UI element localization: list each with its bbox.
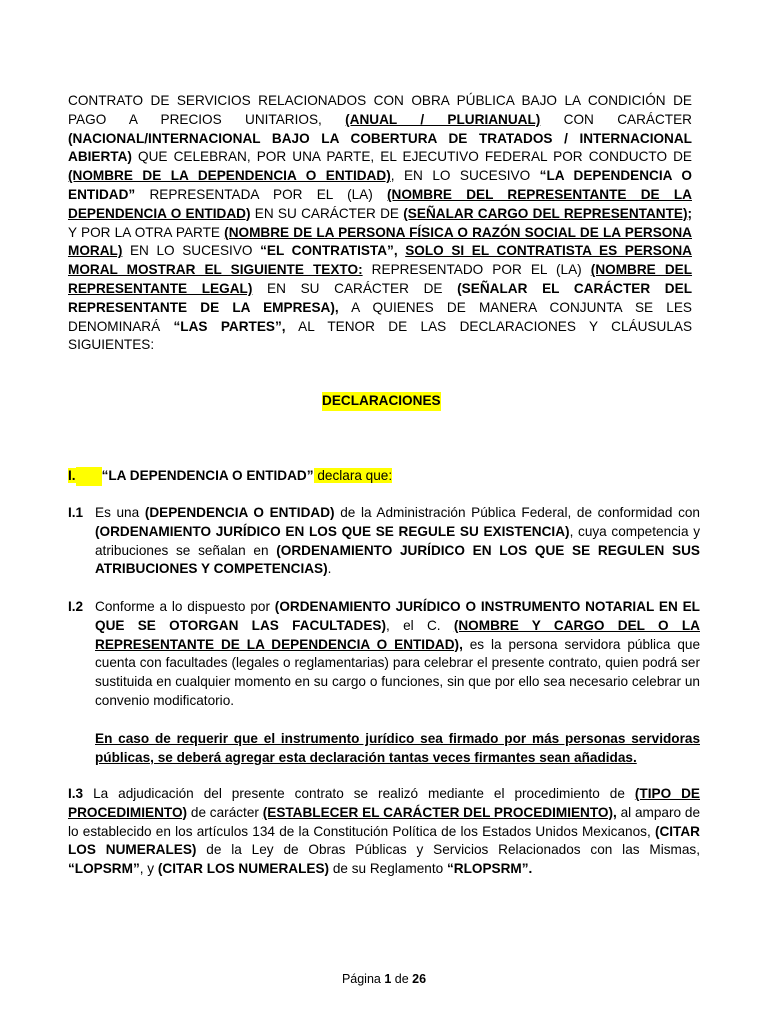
- clause-text: , el C.: [386, 617, 454, 633]
- clause-defined-term: “LOPSRM”: [68, 861, 140, 877]
- intro-conditional-instruction: SOLO SI EL CONTRATISTA ES PERSONA MORAL MOSTRAR EL SIGUIENTE TEXTO:: [68, 243, 692, 278]
- intro-text: CON CARÁCTER: [540, 111, 692, 127]
- intro-placeholder-position: (SEÑALAR CARGO DEL REPRESENTANTE);: [403, 205, 692, 221]
- intro-placeholder-term: (ANUAL / PLURIANUAL): [345, 111, 541, 127]
- clause-text: de carácter: [187, 804, 263, 820]
- clause-defined-term: “RLOPSRM”.: [446, 861, 533, 877]
- intro-text: Y POR LA OTRA PARTE: [68, 224, 225, 240]
- intro-text: , EN LO SUCESIVO: [390, 168, 540, 184]
- clause-placeholder: (TIPO DE PROCEDIMIENTO): [68, 786, 700, 820]
- intro-placeholder-representative: (NOMBRE DEL REPRESENTANTE DE LA DEPENDENCIA O ENTIDAD): [68, 186, 692, 221]
- clause-i1-label: I.1: [68, 505, 84, 520]
- intro-defined-term-entity: “LA DEPENDENCIA O ENTIDAD”: [68, 168, 692, 202]
- intro-text: REPRESENTADA POR EL (LA): [135, 186, 388, 202]
- clause-placeholder: (CITAR LOS NUMERALES): [68, 823, 700, 858]
- contract-intro-paragraph: [68, 92, 692, 355]
- clause-placeholder: (ORDENAMIENTO JURÍDICO O INSTRUMENTO NOTARIAL EN EL QUE SE OTORGAN LAS FACULTADES): [95, 599, 700, 633]
- clause-text: es la persona servidora pública que cuenta con facultades (legales o reglamentarias) para celebrar el presente contrato, quien podrá ser sustituida en cualquier momento en su cargo o funciones, sin que por ello sea necesario celebrar un convenio modificatorio.: [95, 636, 701, 708]
- current-page-number: 1: [384, 972, 392, 986]
- intro-text: QUE CELEBRAN, POR UNA PARTE, EL EJECUTIVO FEDERAL POR CONDUCTO DE: [131, 149, 692, 165]
- clause-i1-text: [95, 504, 700, 579]
- intro-text: AL TENOR DE LAS DECLARACIONES Y CLÁUSULAS SIGUIENTES:: [68, 318, 693, 353]
- clause-text: .: [327, 561, 332, 577]
- clause-placeholder: (DEPENDENCIA O ENTIDAD): [144, 505, 335, 520]
- intro-defined-term-parties: “LAS PARTES”,: [173, 318, 286, 334]
- section-i-number: I.: [68, 468, 76, 483]
- clause-text: , y: [139, 861, 158, 877]
- clause-placeholder: (NOMBRE Y CARGO DEL O LA REPRESENTANTE DE LA DEPENDENCIA O ENTIDAD),: [95, 617, 700, 652]
- clause-i3-label: I.3: [68, 786, 84, 801]
- declaraciones-heading: DECLARACIONES: [322, 392, 441, 411]
- clause-text: de la Administración Pública Federal, de conformidad con: [334, 505, 700, 520]
- clause-i2-label: I.2: [68, 599, 84, 614]
- clause-i2-note: En caso de requerir que el instrumento jurídico sea firmado por más personas servidoras públicas, se deberá agregar esta declaración tantas veces firmantes sean añadidas.: [95, 731, 700, 765]
- intro-placeholder-legal-rep: (NOMBRE DEL REPRESENTANTE LEGAL): [68, 262, 693, 296]
- clause-text: Es una: [95, 505, 145, 520]
- clause-placeholder: (ORDENAMIENTO JURÍDICO EN LOS QUE SE REGULE SU EXISTENCIA): [95, 523, 570, 539]
- clause-i2-text: [95, 598, 700, 711]
- section-i-heading: [68, 467, 392, 486]
- clause-i3-text: [68, 785, 700, 879]
- intro-text: EN SU CARÁCTER DE: [250, 205, 404, 221]
- intro-text: CONTRATO DE SERVICIOS RELACIONADOS CON OBRA PÚBLICA BAJO LA CONDICIÓN DE PAGO A PRECIOS UNITARIOS,: [68, 93, 692, 127]
- clause-text: Conforme a lo dispuesto por: [95, 599, 275, 614]
- section-i-spacer: [76, 467, 102, 486]
- intro-text: EN LO SUCESIVO: [122, 243, 261, 259]
- section-i-declara: declara que:: [313, 468, 393, 483]
- clause-text: La adjudicación del presente contrato se realizó mediante el procedimiento de: [83, 786, 635, 801]
- clause-text: de la Ley de Obras Públicas y Servicios Relacionados con las Mismas,: [196, 842, 700, 858]
- intro-text: REPRESENTADO POR EL (LA): [362, 262, 591, 278]
- intro-defined-term-contractor: “EL CONTRATISTA”,: [260, 243, 406, 259]
- intro-placeholder-entity-name: (NOMBRE DE LA DEPENDENCIA O ENTIDAD): [68, 168, 391, 184]
- clause-text: de su Reglamento: [329, 861, 447, 877]
- section-i-entity: “LA DEPENDENCIA O ENTIDAD”: [101, 468, 314, 483]
- total-pages: 26: [412, 972, 427, 986]
- page-number-footer: [0, 971, 768, 987]
- clause-text: al amparo de lo establecido en los artículos 134 de la Constitución Política de los Estados Unidos Mexicanos,: [68, 804, 700, 839]
- clause-placeholder: (ESTABLECER EL CARÁCTER DEL PROCEDIMIENTO),: [262, 804, 617, 820]
- intro-text: A QUIENES DE MANERA CONJUNTA SE LES DENOMINARÁ: [68, 299, 692, 334]
- intro-placeholder-character: (NACIONAL/INTERNACIONAL BAJO LA COBERTURA DE TRATADOS / INTERNACIONAL ABIERTA): [68, 130, 692, 165]
- clause-placeholder: (ORDENAMIENTO JURÍDICO EN LOS QUE SE REGULEN SUS ATRIBUCIONES Y COMPETENCIAS): [95, 542, 700, 577]
- footer-label: Página: [341, 972, 385, 986]
- intro-text: EN SU CARÁCTER DE: [252, 280, 458, 296]
- clause-placeholder: (CITAR LOS NUMERALES): [157, 861, 330, 877]
- intro-placeholder-rep-character: (SEÑALAR EL CARÁCTER DEL REPRESENTANTE DE LA EMPRESA),: [68, 280, 692, 315]
- footer-of: de: [391, 972, 413, 986]
- intro-placeholder-contractor-name: (NOMBRE DE LA PERSONA FÍSICA O RAZÓN SOCIAL DE LA PERSONA MORAL): [68, 224, 692, 259]
- clause-text: , cuya competencia y atribuciones se señalan en: [95, 523, 700, 558]
